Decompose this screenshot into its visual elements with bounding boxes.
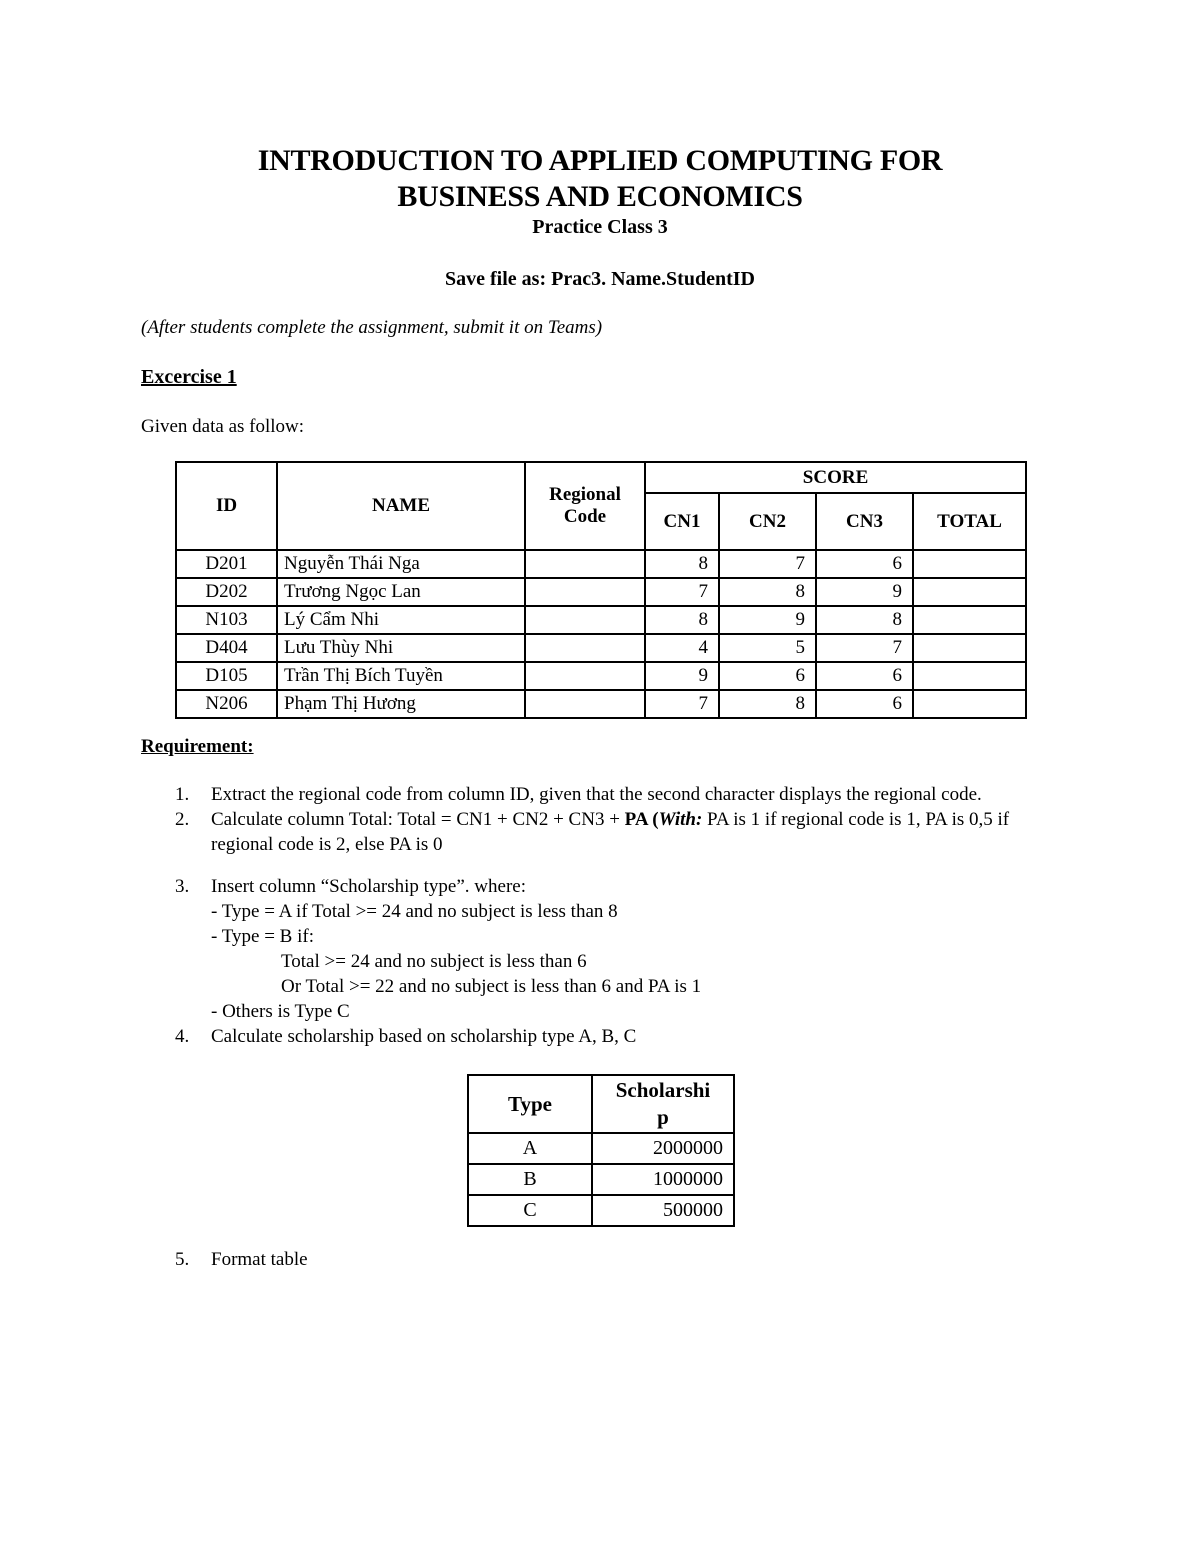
paren-open: ( bbox=[647, 809, 659, 830]
requirement-number: 3. bbox=[175, 876, 190, 897]
cell-cn3: 8 bbox=[816, 606, 913, 634]
header-score: SCORE bbox=[645, 462, 1026, 493]
cell-cn1: 9 bbox=[645, 662, 719, 690]
table-row bbox=[176, 550, 1026, 578]
header-name: NAME bbox=[277, 462, 525, 550]
requirement-text: Insert column “Scholarship type”. where: bbox=[211, 876, 526, 897]
cell-total bbox=[913, 634, 1026, 662]
table-row bbox=[468, 1195, 734, 1226]
cell-cn2: 9 bbox=[719, 606, 816, 634]
requirement-item bbox=[141, 782, 1061, 807]
requirement-text bbox=[211, 809, 1009, 855]
cell-cn2: 6 bbox=[719, 662, 816, 690]
requirement-number: 1. bbox=[175, 784, 190, 805]
table-row bbox=[176, 578, 1026, 606]
table-row bbox=[468, 1133, 734, 1164]
requirement-number: 2. bbox=[175, 809, 190, 830]
cell-cn3: 9 bbox=[816, 578, 913, 606]
rule-line: Total >= 24 and no subject is less than 6 bbox=[281, 951, 587, 972]
scholarship-table bbox=[467, 1074, 735, 1227]
table-row bbox=[176, 690, 1026, 718]
cell-cn2: 8 bbox=[719, 578, 816, 606]
cell-type: B bbox=[468, 1164, 592, 1195]
cell-id: D201 bbox=[176, 550, 277, 578]
table-row bbox=[468, 1164, 734, 1195]
requirement-item bbox=[141, 1024, 1061, 1049]
requirement-heading: Requirement: bbox=[141, 736, 254, 757]
cell-id: D105 bbox=[176, 662, 277, 690]
cell-regional-code bbox=[525, 634, 645, 662]
cell-regional-code bbox=[525, 690, 645, 718]
formula-text: Calculate column Total: Total = CN1 + CN2 + CN3 + bbox=[211, 809, 625, 830]
requirement-text: Extract the regional code from column ID, given that the second character displays the regional code. bbox=[211, 784, 982, 805]
cell-cn2: 7 bbox=[719, 550, 816, 578]
cell-name: Trần Thị Bích Tuyền bbox=[277, 662, 525, 690]
exercise-intro: Given data as follow: bbox=[141, 416, 305, 437]
header-id: ID bbox=[176, 462, 277, 550]
cell-name: Trương Ngọc Lan bbox=[277, 578, 525, 606]
requirement-item bbox=[141, 874, 1061, 1024]
rule-line: - Type = A if Total >= 24 and no subject is less than 8 bbox=[211, 901, 618, 922]
requirement-number: 5. bbox=[175, 1249, 190, 1270]
rule-line: - Type = B if: bbox=[211, 926, 314, 947]
cell-total bbox=[913, 606, 1026, 634]
student-score-table bbox=[175, 461, 1027, 719]
cell-name: Lý Cẩm Nhi bbox=[277, 606, 525, 634]
cell-cn1: 8 bbox=[645, 550, 719, 578]
requirement-item bbox=[141, 807, 1061, 857]
header-cn3: CN3 bbox=[816, 493, 913, 550]
header-scholarship bbox=[592, 1075, 734, 1133]
cell-id: D202 bbox=[176, 578, 277, 606]
requirement-number: 4. bbox=[175, 1026, 190, 1047]
cell-id: D404 bbox=[176, 634, 277, 662]
document-title bbox=[0, 143, 1200, 215]
requirement-text: Calculate scholarship based on scholarship type A, B, C bbox=[211, 1026, 637, 1047]
cell-id: N103 bbox=[176, 606, 277, 634]
cell-total bbox=[913, 662, 1026, 690]
header-cn2: CN2 bbox=[719, 493, 816, 550]
requirement-list bbox=[141, 782, 1061, 1049]
cell-type: C bbox=[468, 1195, 592, 1226]
requirement-item bbox=[175, 1249, 308, 1271]
cell-total bbox=[913, 550, 1026, 578]
header-type: Type bbox=[468, 1075, 592, 1133]
cell-name: Nguyễn Thái Nga bbox=[277, 550, 525, 578]
pa-rule-text: PA is 1 if regional code is 1, PA is 0,5 if regional code is 2, else PA is 0 bbox=[211, 809, 1010, 855]
cell-cn3: 6 bbox=[816, 550, 913, 578]
cell-cn3: 6 bbox=[816, 662, 913, 690]
pa-term: PA bbox=[624, 809, 648, 830]
cell-cn3: 6 bbox=[816, 690, 913, 718]
header-total: TOTAL bbox=[913, 493, 1026, 550]
rule-line: Or Total >= 22 and no subject is less than 6 and PA is 1 bbox=[281, 976, 702, 997]
title-line-1: INTRODUCTION TO APPLIED COMPUTING FOR bbox=[257, 144, 943, 177]
table-row bbox=[176, 606, 1026, 634]
cell-total bbox=[913, 578, 1026, 606]
table-row bbox=[176, 662, 1026, 690]
cell-amount: 2000000 bbox=[592, 1133, 734, 1164]
cell-regional-code bbox=[525, 662, 645, 690]
header-regional-code-line2: Code bbox=[563, 506, 607, 527]
save-file-instruction: Save file as: Prac3. Name.StudentID bbox=[445, 268, 755, 290]
header-regional-code-line1: Regional bbox=[549, 484, 621, 505]
rule-line: - Others is Type C bbox=[211, 1001, 350, 1022]
cell-name: Lưu Thùy Nhi bbox=[277, 634, 525, 662]
title-line-2: BUSINESS AND ECONOMICS bbox=[397, 180, 803, 213]
table-row bbox=[176, 634, 1026, 662]
cell-amount: 1000000 bbox=[592, 1164, 734, 1195]
cell-regional-code bbox=[525, 606, 645, 634]
cell-id: N206 bbox=[176, 690, 277, 718]
cell-total bbox=[913, 690, 1026, 718]
with-label: With: bbox=[658, 809, 703, 830]
cell-type: A bbox=[468, 1133, 592, 1164]
cell-amount: 500000 bbox=[592, 1195, 734, 1226]
header-scholarship-line2: p bbox=[657, 1105, 669, 1129]
cell-regional-code bbox=[525, 578, 645, 606]
submission-note: (After students complete the assignment, submit it on Teams) bbox=[141, 317, 603, 338]
exercise-heading: Excercise 1 bbox=[141, 366, 237, 388]
cell-regional-code bbox=[525, 550, 645, 578]
cell-name: Phạm Thị Hương bbox=[277, 690, 525, 718]
header-regional-code bbox=[525, 462, 645, 550]
cell-cn1: 7 bbox=[645, 578, 719, 606]
cell-cn1: 4 bbox=[645, 634, 719, 662]
subtitle: Practice Class 3 bbox=[532, 216, 668, 238]
cell-cn1: 7 bbox=[645, 690, 719, 718]
header-scholarship-line1: Scholarshi bbox=[615, 1078, 711, 1102]
header-cn1: CN1 bbox=[645, 493, 719, 550]
cell-cn2: 8 bbox=[719, 690, 816, 718]
cell-cn1: 8 bbox=[645, 606, 719, 634]
cell-cn2: 5 bbox=[719, 634, 816, 662]
requirement-text: Format table bbox=[211, 1249, 308, 1270]
cell-cn3: 7 bbox=[816, 634, 913, 662]
